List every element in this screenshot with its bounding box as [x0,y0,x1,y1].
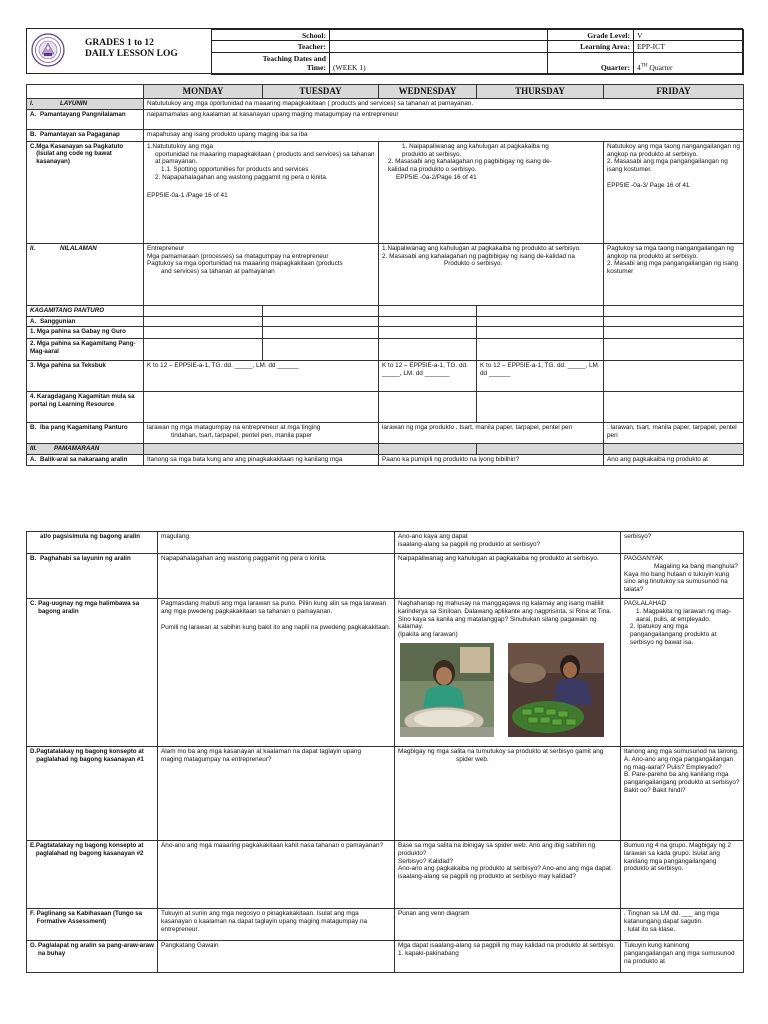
paghahabi-wednesday: Naipapaliwanag ang kahulugan at pagkakaiba ng produkto at serbisyo. [395,554,621,599]
pamantayang-label: A. Pamantayang Pangnilalaman [27,109,144,129]
iba-pang-friday: : larawan, tsart, manila paper, tarpapel, pentel pen [604,423,744,444]
teksbuk-thursday: K to 12 – EPP5IE-a-1, TG. dd. _____, LM. dd ______ [477,361,604,392]
balik-aral-monday: Itanong sa mga bata kung ano ang pinagkakakitaan ng kanilang mga [144,454,379,465]
kagamitang-mag-aaral-row [27,339,744,361]
teacher-label: Teacher: [212,41,330,52]
paglalapat-row [27,941,744,973]
quarter-value: 4TH Quarter [634,52,744,75]
pamantayang-row [27,109,744,129]
iba-pang-monday: larawan ng mga matagumpay na entrepreneur at mga tinging tindahan, tsart, tarpapel, pentel pen, manila paper [144,423,379,444]
layunin-label: I. LAYUNIN [27,98,144,109]
paglinang-monday: Tukuyin at suriin ang mga negosyo o pinagkakakitaan. Isulat ang mga kasanayan o kaalaman na dapat taglayin upang maging matagumpay na entrepreneur. [158,909,395,941]
balik-aral-continued-label: at/o pagsisimula ng bagong aralin [27,532,158,554]
school-field [330,30,548,41]
pag-uugnay-label: C. Pag-uugnay ng mga halimbawa sa bagong aralin [27,599,158,747]
pamamaraan-row [27,444,744,455]
learning-area-value: EPP-ICT [634,41,744,52]
photo-woman-preparing-kalamay [400,643,494,737]
teksbuk-row [27,361,744,392]
balik-aral-wednesday: Paano ka pumipili ng produkto na iyong bibilhin? [379,454,604,465]
iba-pang-row [27,423,744,444]
pagtatalakay-2-friday: Bumuo ng 4 na grupo. Magbigay ng 2 larawan sa kada grupo. Isulat ang kanilang mga pangangailangang produkto at serbisyo. [621,841,744,909]
day-wednesday: WEDNESDAY [379,85,477,99]
pagtatalakay-2-monday: Ano-ano ang mga maaaring pagkakakitaan kahit nasa tahanan o pamayanan? [158,841,395,909]
balik-aral-friday: Ano ang pagkakaiba ng produkto at [604,454,744,465]
teksbuk-label: 3. Mga pahina sa Teksbuk [27,361,144,392]
teksbuk-monday: K to 12 – EPP5IE-a-1, TG. dd. _____, LM. dd ______ [144,361,379,392]
kasanayan-monday: 1.Natututukoy ang mga oportunidad na maaaring mapagkakitaan ( products and services) sa tahanan at pamayanan. 1.1. Spotting opportunities for products and services 2. Napapahalagahan ang wastong paggamit ng pera o kinita. EPP5IE-0a-1 /Page 16 of 41 [144,141,379,243]
pamantayang-text: naipamamalas ang kaalaman at kasanayan upang maging matagumpay na entrepreneur [144,109,744,129]
pagganap-label: B. Pamantayan sa Pagaganap [27,129,144,141]
teacher-field [330,41,548,52]
quarter-label: Quarter: [548,52,634,75]
grade-level-value: V [634,30,744,41]
teksbuk-wednesday: K to 12 – EPP5IE-a-1, TG. dd. _____, LM. dd _______ [379,361,477,392]
paglalapat-wednesday: Mga dapat isaalang-alang sa pagpili ng may kalidad na produkto at serbisyo. 1. kapaki-pakinabang [395,941,621,973]
balik-aral-row [27,454,744,465]
pagtatalakay-2-row [27,841,744,909]
pag-uugnay-friday: PAGLALAHAD 1. Magpakita ng larawan ng mag-aaral, pulis, at empleyado. 2. Ipatukoy ang mga pangangailangang produkto at serbisyo ng bawat isa. [621,599,744,747]
karagdagang-label: 4. Karagdagang Kagamitan mula sa portal ng Learning Resource [27,392,144,423]
lesson-log-table-continued [26,531,744,973]
row1-friday: serbisyo? [621,532,744,554]
pamamaraan-label: III. PAMAMARAAN [27,444,144,455]
pagtatalakay-1-label: D. Pagtatalakay ng bagong konsepto at paglalahad ng bagong kasanayan #1 [27,747,158,841]
paghahabi-friday: PAGGANYAK Magaling ka bang manghula? Kaya mo bang hulaan o tukuyin kung sino ang tinutukoy sa sumusunod na talata? [621,554,744,599]
pag-uugnay-wednesday: Naghahanap ng mahusay na manggagawa ng kalamay ang isang maliliit karinderya sa Siniloan. Dalawang aplikante ang nagprisinta, si Rina at Tina. Sino kaya sa kanila ang matatanggap? Sinubukan silang pagawain ng kalamay. (Ipakita ang larawan) [395,599,621,747]
nilalaman-label: II. NILALAMAN [27,243,144,305]
kagamitan-row [27,305,744,316]
paghahabi-label: B. Paghahabi sa layunin ng aralin [27,554,158,599]
karagdagang-row [27,392,744,423]
days-header-row [27,85,744,99]
school-label: School: [212,30,330,41]
teaching-dates-label: Teaching Dates and Time: [212,52,330,75]
sanggunian-row [27,316,744,327]
sanggunian-label: A. Sanggunian [27,316,144,327]
pagtatalakay-2-label: E. Pagtatalakay ng bagong konsepto at paglalahad ng bagong kasanayan #2 [27,841,158,909]
kagamitang-mag-aaral-label: 2. Mga pahina sa Kagamitang Pang-Mag-aaral [27,339,144,361]
day-monday: MONDAY [144,85,263,99]
pagtatalakay-2-wednesday: Base sa mga salita na ibinigay sa spider web. Ano ang ibig sabihin ng produkto? Serbisyo? Kalidad? Ano-ano ang pagkakaiba ng produkto at serbisyo? Ano-ano ang mga dapat isaalang-alang sa pagpili ng produkto at serbisyo may kalidad? [395,841,621,909]
layunin-row [27,98,744,109]
balik-aral-continued-row [27,532,744,554]
nilalaman-friday: Pagtukoy sa mga taong nangangailangan ng angkop na produkto at serbisyo. 2. Masabi ang mga pangangailangan ng isang kostumer [604,243,744,305]
row1-wednesday: Ano-ano kaya ang dapat isaalang-alang sa pagpili ng produkto at serbisyo? [395,532,621,554]
kasanayan-label: C. Mga Kasanayan sa Pagkatuto (Isulat ang code ng bawat kasanayan) [27,141,144,243]
layunin-text: Natututukoy ang mga oportunidad na maaaring mapagkakitaan ( products and services) sa tahanan at pamayanan. [144,98,744,109]
nilalaman-wednesday: 1.Naipaliwanag ang kahulugan at pagkakaiba ng produkto at serbisyo. 2. Masasabi ang kahalagahan ng pagbibigay ng isang de-kalidad na Produkto o serbisyo. [379,243,604,305]
paglinang-row [27,909,744,941]
document-title: GRADES 1 to 12 DAILY LESSON LOG [85,38,178,59]
nilalaman-row [27,243,744,305]
gabay-row [27,327,744,339]
iba-pang-label: B. Iba pang Kagamitang Panturo [27,423,144,444]
grade-level-label: Grade Level: [548,30,634,41]
pagtatalakay-1-monday: Alam mo ba ang mga kasanayan at kaalaman na dapat taglayin upang maging matagumpay na entrepreneur? [158,747,395,841]
learning-area-label: Learning Area: [548,41,634,52]
row1-monday: magulang. [158,532,395,554]
kasanayan-wednesday: 1. Naipapaliwanag ang kahulugan at pagkakaiba ng produkto at serbisyo. 2. Masasabi ang kahalagahan ng pagbibigay ng isang de-kalidad na produkto o serbisyo. EPP5IE -0a-2/Page 16 of 41 [379,141,604,243]
iba-pang-wednesday: larawan ng mga produkto , tsart, manila paper, tarpapel, pentel pen [379,423,604,444]
pagtatalakay-1-friday: Itanong ang mga sumusunod na tanong. A. Ano-ano ang mga pangangailangan ng mag-aaral? Pulis? Empleyado? B. Pare-pareho ba ang kanilang mga pangangailangang produkto at serbisyo? Bakit oo? Bakit hindi? [621,747,744,841]
kagamitan-label: KAGAMITANG PANTURO [27,305,144,316]
day-friday: FRIDAY [604,85,744,99]
paglalapat-friday: Tukuyin kung kaninong pangangailangan ang mga sumusunod na produkto at [621,941,744,973]
paglinang-label: F. Paglinang sa Kabihasaan (Tungo sa Formative Assessment) [27,909,158,941]
photo-woman-with-wrapped-kalamay [508,643,604,737]
paglinang-wednesday: Punan ang venn diagram [395,909,621,941]
pag-uugnay-monday: Pagmasdang mabuti ang mga larawan sa puno. Piliin kung alin sa mga larawan ang mga pwedeng pagkakakitaan sa tahanan o pamayanan. Pumili ng larawan at sabihin kung bakit ito ang napili na pwedeng pagkakakitaan. [158,599,395,747]
header-box [26,28,743,74]
header-info-grid [211,29,744,75]
paghahabi-row [27,554,744,599]
teaching-dates-value: (WEEK 1) [330,52,548,75]
pag-uugnay-row [27,599,744,747]
kasanayan-friday: Natutukoy ang mga taong nangangailangan ng angkop na produkto at serbisyo. 2. Masasabi ang mga pangangailangan ng isang kostumer. EPP5IE -0a-3/ Page 16 of 41 [604,141,744,243]
day-thursday: THURSDAY [477,85,604,99]
paglinang-friday: . Tingnan sa LM dd. ___ ang mga katanungang dapat sagutin. . Iulat ito sa klase. [621,909,744,941]
pagganap-row [27,129,744,141]
pagtatalakay-1-row [27,747,744,841]
pagganap-text: mapahusay ang isang produkto upang maging iba sa iba [144,129,744,141]
pagtatalakay-1-wednesday: Magbigay ng mga salita na tumutukoy sa produkto at serbisyo gamit ang spider web. [395,747,621,841]
lesson-log-table [26,84,744,466]
day-tuesday: TUESDAY [263,85,379,99]
paglalapat-monday: Pangkatang Gawain [158,941,395,973]
paghahabi-monday: Napapahalagahan ang wastong paggamit ng pera o kinita. [158,554,395,599]
kasanayan-row [27,141,744,243]
paglalapat-label: G. Paglalapat ng aralin sa pang-araw-araw na buhay [27,941,158,973]
nilalaman-monday: Entrepreneur Mga pamamaraan (processes) sa matagumpay na entrepreneur Pagtukoy sa mga oportunidad na maaaring mapagkakitaan (products and services) sa tahanan at pamayanan [144,243,379,305]
gabay-label: 1. Mga pahina sa Gabay ng Guro [27,327,144,339]
deped-seal-icon [31,33,65,67]
balik-aral-label: A. Balik-aral sa nakaraang aralin [27,454,144,465]
